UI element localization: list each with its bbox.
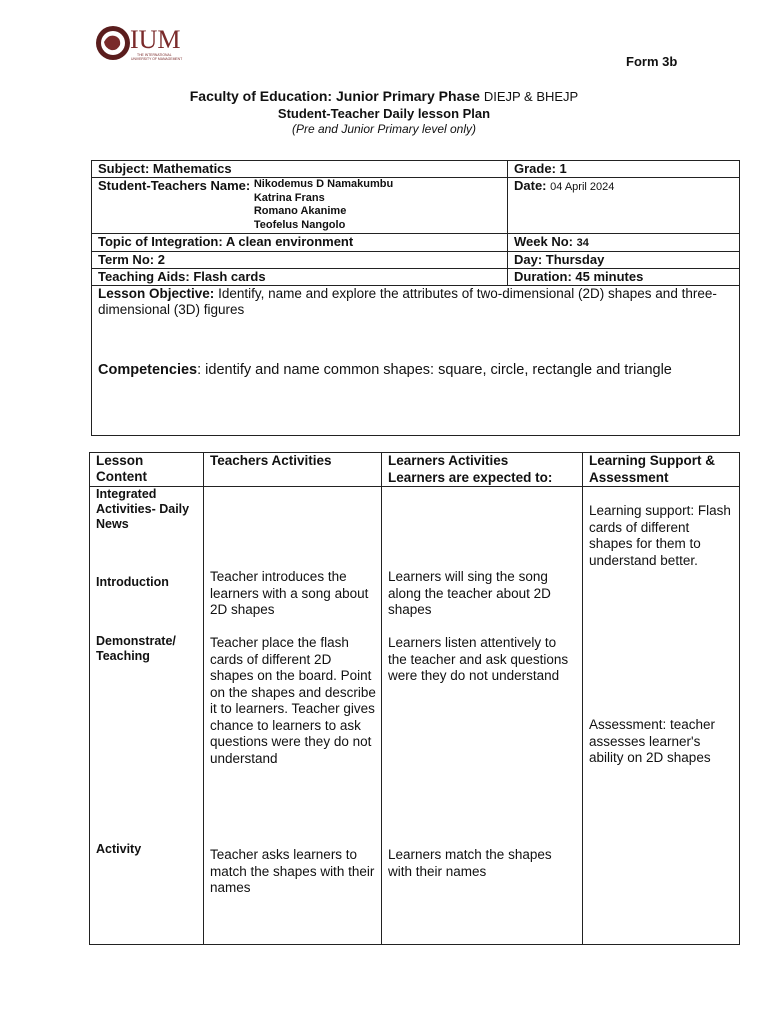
date-cell xyxy=(508,178,740,234)
objective-label: Lesson Objective: xyxy=(98,286,215,301)
stage-demonstrate: Demonstrate/ Teaching xyxy=(96,634,176,663)
svg-text:IUM: IUM xyxy=(130,25,181,54)
header-teachers-activities: Teachers Activities xyxy=(204,453,382,487)
date-value: 04 April 2024 xyxy=(550,181,615,193)
competencies-text: : identify and name common shapes: square, circle, rectangle and triangle xyxy=(197,362,672,378)
stage-activity: Activity xyxy=(96,842,142,856)
week-cell xyxy=(508,234,740,252)
header-lesson-content: Lesson Content xyxy=(90,453,204,487)
week-label: Week No: xyxy=(514,234,573,249)
topic-cell: Topic of Integration: A clean environment xyxy=(92,234,508,252)
learners-column xyxy=(382,487,583,945)
faculty-title xyxy=(0,88,768,104)
lesson-info-table xyxy=(91,160,740,436)
stages-column xyxy=(90,487,204,945)
plan-title: Student-Teacher Daily lesson Plan xyxy=(277,106,491,121)
competencies xyxy=(98,362,733,378)
teachers-column xyxy=(204,487,382,945)
lesson-activities-table xyxy=(89,452,740,945)
term-cell: Term No: 2 xyxy=(92,252,508,269)
student-teacher-name: Katrina Frans xyxy=(253,191,325,204)
ium-logo xyxy=(93,20,203,66)
grade-cell: Grade: 1 xyxy=(508,161,740,178)
student-teachers-cell: Student-Teachers Name: Nikodemus D Namakumbu Katrina Frans Romano Akanime Teofelus Nangolo xyxy=(92,178,508,234)
learners-activity: Learners match the shapes with their names xyxy=(388,847,552,879)
teacher-demo: Teacher place the flash cards of different 2D shapes on the board. Point on the shapes and describe it to learners. Teacher gives chance to learners to ask questions were they do not understand xyxy=(210,635,376,766)
duration-cell: Duration: 45 minutes xyxy=(508,269,740,286)
day-cell: Day: Thursday xyxy=(508,252,740,269)
student-teacher-name: Romano Akanime xyxy=(253,205,347,217)
svg-text:UNIVERSITY OF MANAGEMENT: UNIVERSITY OF MANAGEMENT xyxy=(131,57,183,61)
teaching-aids-cell: Teaching Aids: Flash cards xyxy=(92,269,508,286)
form-number: Form 3b xyxy=(626,54,678,69)
learners-expected: Learners are expected to: xyxy=(388,469,553,485)
objective-text: Identify, name and explore the attributes of two-dimensional (2D) shapes and three-dimensional (3D) figures xyxy=(98,286,717,317)
header-learning-support: Learning Support & Assessment xyxy=(583,453,740,487)
stage-introduction: Introduction xyxy=(96,575,169,589)
learners-intro: Learners will sing the song along the teacher about 2D shapes xyxy=(388,569,551,617)
learners-demo: Learners listen attentively to the teacher and ask questions were they do not understand xyxy=(388,635,569,683)
names-label: Student-Teachers Name xyxy=(98,178,246,193)
header-learners-activities xyxy=(382,453,583,487)
student-teacher-name: Teofelus Nangolo xyxy=(253,218,346,231)
assessment: Assessment: teacher assesses learner's ability on 2D shapes xyxy=(589,717,716,765)
level-note: (Pre and Junior Primary level only) xyxy=(291,122,477,136)
faculty-name: Faculty of Education: Junior Primary Phase xyxy=(189,88,480,104)
student-teacher-name: Nikodemus D Namakumbu xyxy=(253,178,394,190)
lesson-objective xyxy=(98,286,733,318)
learning-support: Learning support: Flash cards of different shapes for them to understand better. xyxy=(589,503,731,568)
support-column xyxy=(583,487,740,945)
subject-cell: Subject: Mathematics xyxy=(92,161,508,178)
teacher-intro: Teacher introduces the learners with a song about 2D shapes xyxy=(210,569,369,617)
date-label: Date: xyxy=(514,178,547,193)
learners-activities-title: Learners Activities xyxy=(388,453,509,468)
objective-cell xyxy=(92,286,740,436)
program-codes: DIEJP & BHEJP xyxy=(483,89,579,104)
week-value: 34 xyxy=(576,237,589,249)
stage-integrated: Integrated Activities- Daily News xyxy=(96,487,190,531)
competencies-label: Competencies xyxy=(98,362,198,378)
svg-text:THE INTERNATIONAL: THE INTERNATIONAL xyxy=(137,53,172,57)
teacher-activity: Teacher asks learners to match the shapes with their names xyxy=(210,847,375,895)
names-list xyxy=(254,178,393,232)
